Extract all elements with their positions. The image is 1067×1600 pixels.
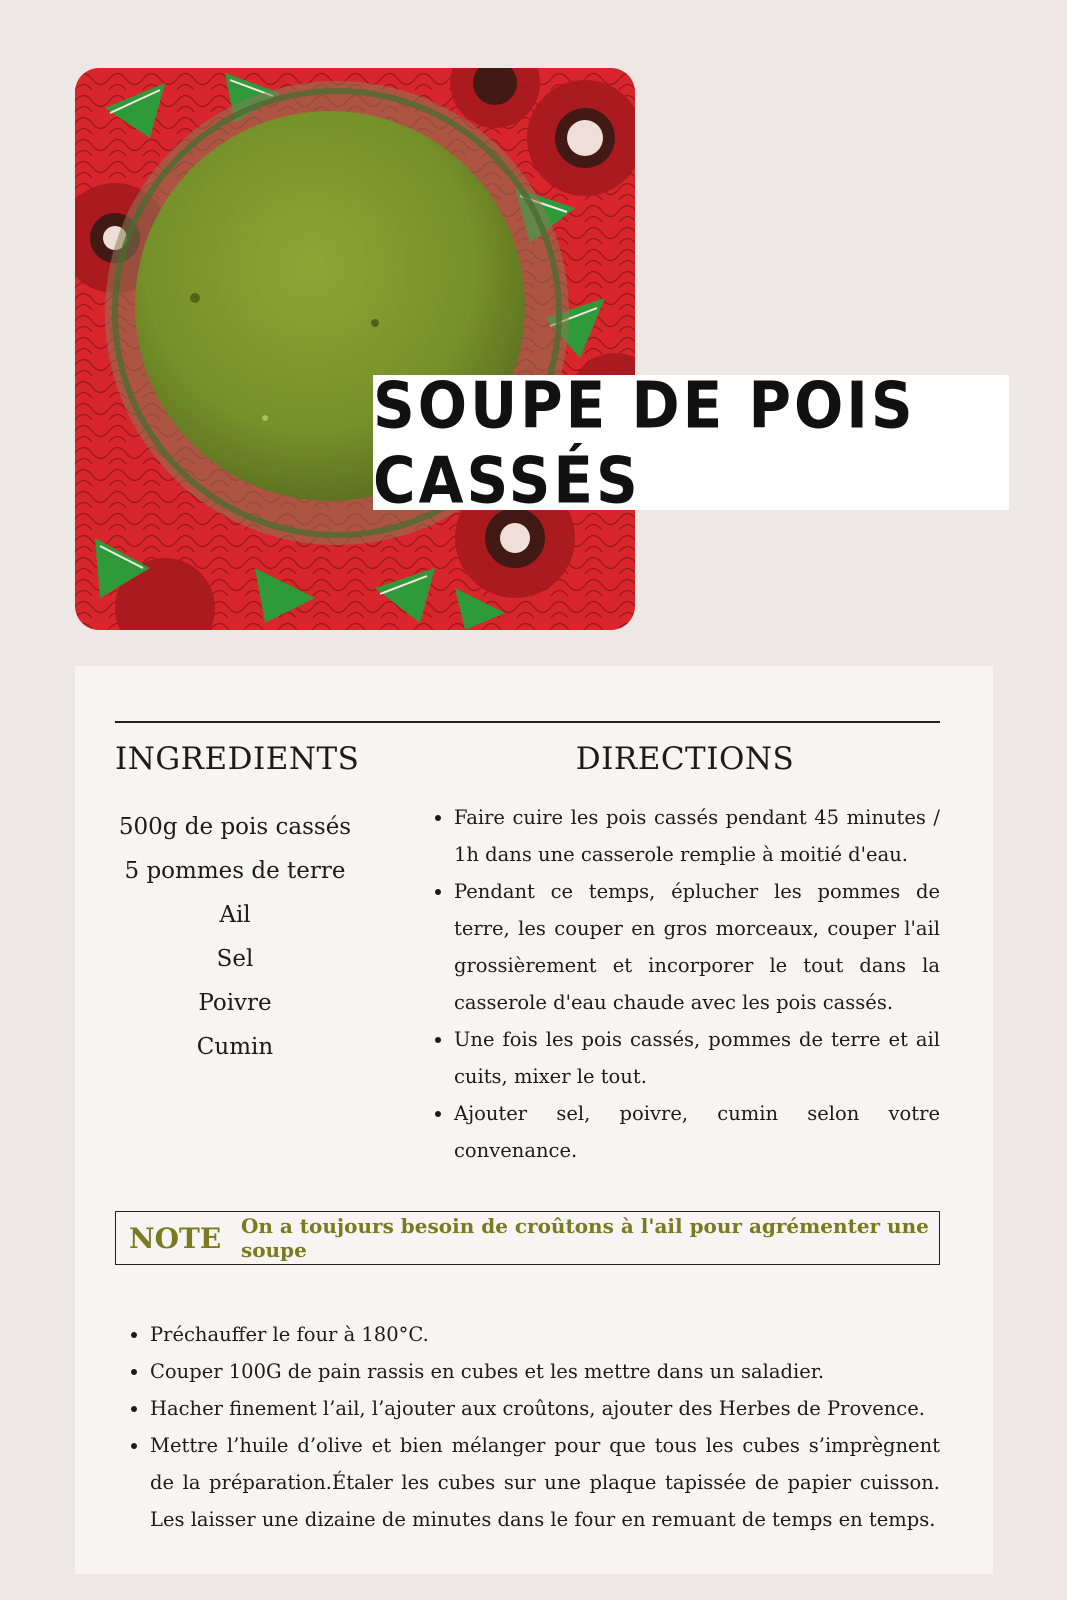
directions-list	[430, 799, 940, 1169]
ingredients-list	[115, 805, 355, 1069]
ingredient-item: Sel	[216, 946, 254, 972]
crouton-step: • Mettre l’huile d’olive et bien mélanger pour que tous les cubes s’imprègnent de la préparation.Étaler les cubes sur une plaque tapissée de papier cuisson. Les laisser une dizaine de minutes dans le four en remuant de temps en temps.	[150, 1427, 940, 1538]
ingredients-section	[115, 741, 360, 1069]
direction-step: • Pendant ce temps, éplucher les pommes de terre, les couper en gros morceaux, couper l'ail grossièrement et incorporer le tout dans la casserole d'eau chaude avec les pois cassés.	[454, 873, 940, 1021]
crouton-step: • Hacher finement l’ail, l’ajouter aux croûtons, ajouter des Herbes de Provence.	[150, 1390, 940, 1427]
crouton-step: • Préchauffer le four à 180°C.	[150, 1316, 940, 1353]
note-box	[115, 1211, 940, 1265]
direction-step: • Faire cuire les pois cassés pendant 45 minutes / 1h dans une casserole remplie à moitié d'eau.	[454, 799, 940, 873]
title-banner	[373, 367, 1009, 518]
soup-photo	[75, 68, 635, 630]
note-text: On a toujours besoin de croûtons à l'ail pour agrémenter une soupe	[240, 1214, 929, 1262]
direction-step: • Une fois les pois cassés, pommes de terre et ail cuits, mixer le tout.	[454, 1021, 940, 1095]
recipe-title: SOUPE DE POIS CASSÉS	[373, 367, 916, 518]
recipe-card	[75, 666, 993, 1574]
ingredient-item: Poivre	[198, 990, 272, 1016]
ingredient-item: Ail	[219, 902, 251, 928]
ingredient-item: 5 pommes de terre	[124, 858, 346, 884]
direction-step: • Ajouter sel, poivre, cumin selon votre convenance.	[454, 1095, 940, 1169]
ingredient-item: Cumin	[196, 1034, 274, 1060]
ingredient-item: 500g de pois cassés	[118, 814, 352, 840]
divider	[115, 721, 940, 723]
crouton-step: • Couper 100G de pain rassis en cubes et les mettre dans un saladier.	[150, 1353, 940, 1390]
crouton-steps-list	[115, 1316, 940, 1538]
directions-heading: DIRECTIONS	[575, 741, 795, 777]
ingredients-heading: INGREDIENTS	[115, 741, 360, 777]
note-label: NOTE	[129, 1221, 222, 1255]
directions-section	[430, 741, 940, 1169]
